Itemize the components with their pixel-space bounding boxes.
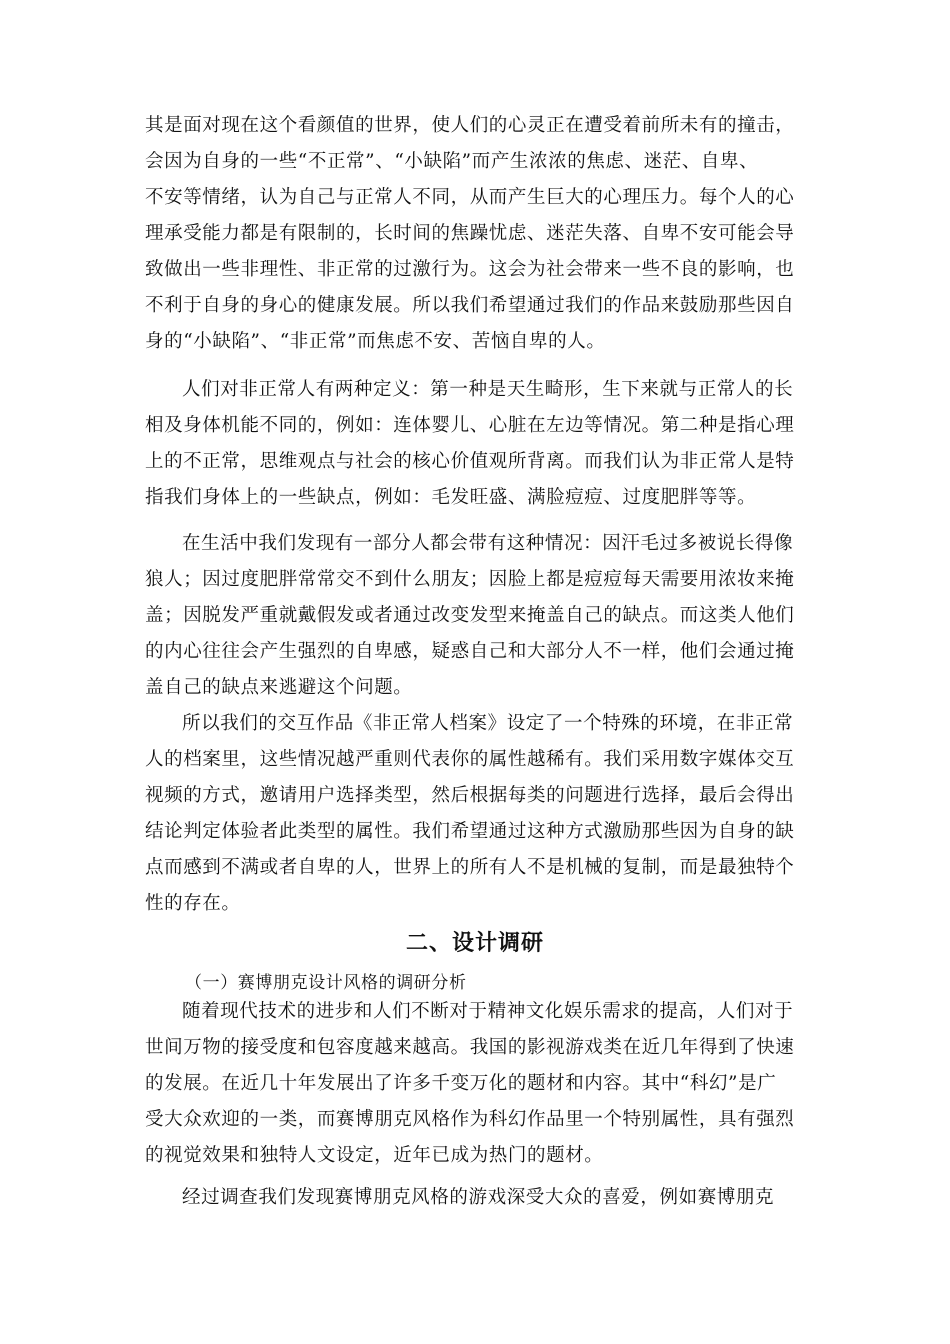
- paragraph-3: [145, 526, 805, 706]
- text-line: 身的“小缺陷”、“非正常”而焦虑不安、苦恼自卑的人。: [145, 331, 606, 352]
- paragraph-1: [145, 108, 805, 360]
- text-line: 狼人；因过度肥胖常常交不到什么朋友；因脸上都是痘痘每天需要用浓妆来掩: [145, 569, 795, 590]
- subsection-heading: （一）赛博朋克设计风格的调研分析: [185, 973, 467, 993]
- paragraph-2: [145, 372, 805, 516]
- text-line: 理承受能力都是有限制的，长时间的焦躁忧虑、迷茫失落、自卑不安可能会导: [145, 223, 795, 244]
- text-line: 经过调查我们发现赛博朋克风格的游戏深受大众的喜爱，例如赛博朋克: [182, 1187, 775, 1208]
- text-line: 不安等情绪，认为自己与正常人不同，从而产生巨大的心理压力。每个人的心: [145, 187, 795, 208]
- text-line: 随着现代技术的进步和人们不断对于精神文化娱乐需求的提高，人们对于: [182, 1001, 794, 1022]
- text-line: 指我们身体上的一些缺点，例如：毛发旺盛、满脸痘痘、过度肥胖等等。: [145, 487, 757, 508]
- text-line: 视频的方式，邀请用户选择类型，然后根据每类的问题进行选择，最后会得出: [145, 785, 795, 806]
- text-line: 结论判定体验者此类型的属性。我们希望通过这种方式激励那些因为自身的缺: [145, 821, 795, 842]
- text-line: 人的档案里，这些情况越严重则代表你的属性越稀有。我们采用数字媒体交互: [145, 749, 795, 770]
- text-line: 在生活中我们发现有一部分人都会带有这种情况：因汗毛过多被说长得像: [182, 533, 794, 554]
- text-line: 人们对非正常人有两种定义：第一种是天生畸形，生下来就与正常人的长: [182, 379, 794, 400]
- text-line: 世间万物的接受度和包容度越来越高。我国的影视游戏类在近几年得到了快速: [145, 1037, 795, 1058]
- text-line: 会因为自身的一些“不正常”、“小缺陷”而产生浓浓的焦虑、迷茫、自卑、: [145, 151, 759, 172]
- text-line: 盖自己的缺点来逃避这个问题。: [145, 677, 413, 698]
- paragraph-4: [145, 706, 805, 922]
- text-line: 不利于自身的身心的健康发展。所以我们希望通过我们的作品来鼓励那些因自: [145, 295, 795, 316]
- text-line: 相及身体机能不同的，例如：连体婴儿、心脏在左边等情况。第二种是指心理: [145, 415, 795, 436]
- section-paragraph-2: [145, 1180, 805, 1216]
- text-line: 的内心往往会产生强烈的自卑感，疑惑自己和大部分人不一样，他们会通过掩: [145, 641, 795, 662]
- text-line: 的视觉效果和独特人文设定，近年已成为热门的题材。: [145, 1145, 604, 1166]
- text-line: 上的不正常，思维观点与社会的核心价值观所背离。而我们认为非正常人是特: [145, 451, 795, 472]
- text-line: 的发展。在近几十年发展出了许多千变万化的题材和内容。其中“科幻”是广: [145, 1073, 777, 1094]
- text-line: 所以我们的交互作品《非正常人档案》设定了一个特殊的环境，在非正常: [182, 713, 794, 734]
- text-line: 性的存在。: [145, 893, 241, 914]
- section-paragraph-1: [145, 994, 805, 1174]
- section-heading: 二、设计调研: [405, 931, 544, 956]
- text-line: 点而感到不满或者自卑的人，世界上的所有人不是机械的复制，而是最独特个: [145, 857, 795, 878]
- text-line: 盖；因脱发严重就戴假发或者通过改变发型来掩盖自己的缺点。而这类人他们: [145, 605, 795, 626]
- text-line: 致做出一些非理性、非正常的过激行为。这会为社会带来一些不良的影响，也: [145, 259, 795, 280]
- text-line: 受大众欢迎的一类，而赛博朋克风格作为科幻作品里一个特别属性，具有强烈: [145, 1109, 795, 1130]
- text-line: 其是面对现在这个看颜值的世界，使人们的心灵正在遭受着前所未有的撞击，: [145, 115, 795, 136]
